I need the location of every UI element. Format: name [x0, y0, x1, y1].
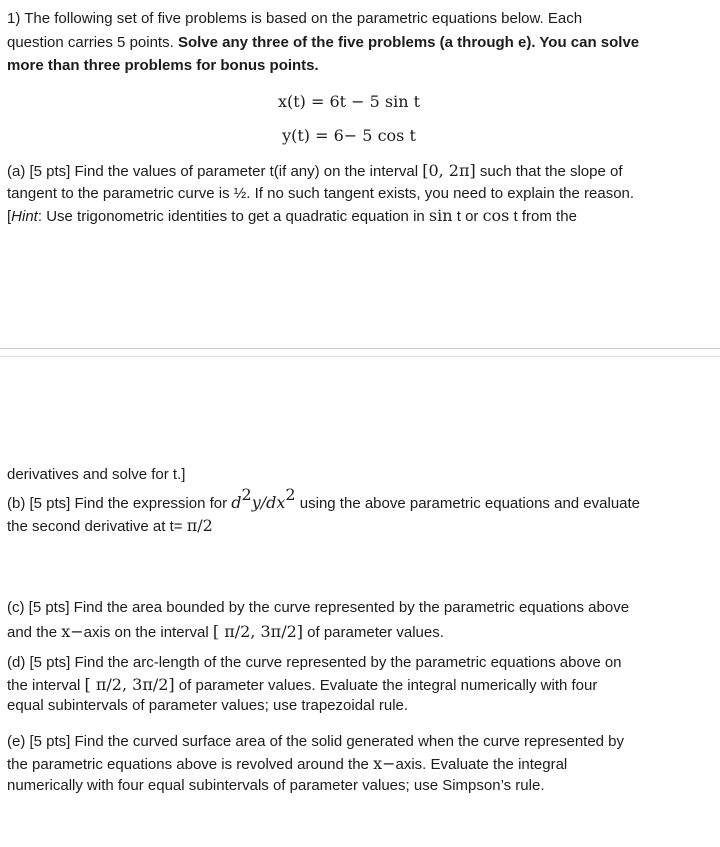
- equation-x: x(t) = 6t − 5 sin t: [277, 92, 421, 111]
- part-c-line-2: and the x−axis on the interval [ π/2, 3π/2] of parameter values.: [7, 622, 444, 641]
- part-a-line-1: (a) [5 pts] Find the values of parameter t(if any) on the interval [0, 2π] such that the slope of: [7, 161, 623, 180]
- part-e-line-1: (e) [5 pts] Find the curved surface area of the solid generated when the curve represented by: [7, 733, 625, 750]
- part-d-line-2: the interval [ π/2, 3π/2] of parameter values. Evaluate the integral numerically with four: [7, 675, 598, 694]
- part-d-line-3: equal subintervals of parameter values; use trapezoidal rule.: [7, 697, 409, 714]
- part-e-line-3: numerically with four equal subintervals of parameter values; use Simpson’s rule.: [7, 777, 545, 794]
- part-c-line-1: (c) [5 pts] Find the area bounded by the curve represented by the parametric equations above: [7, 599, 630, 616]
- intro-line-2: question carries 5 points. Solve any three of the five problems (a through e). You can solve: [7, 34, 640, 51]
- equation-y: y(t) = 6− 5 cos t: [282, 126, 416, 145]
- part-e-line-2: the parametric equations above is revolved around the x−axis. Evaluate the integral: [7, 754, 568, 773]
- page-break-bottom-rule: [0, 356, 720, 357]
- part-b-line-2: the second derivative at t= π/2: [7, 516, 213, 535]
- intro-line-1: 1) The following set of five problems is based on the parametric equations below. Each: [7, 10, 583, 27]
- part-d-line-1: (d) [5 pts] Find the arc-length of the curve represented by the parametric equations above on: [7, 654, 622, 671]
- page-break-top-rule: [0, 348, 720, 349]
- part-a-line-3: [Hint: Use trigonometric identities to get a quadratic equation in sin t or cos t from the: [7, 206, 577, 225]
- part-b-line-1: (b) [5 pts] Find the expression for $d^2y/dx^2$ using the above parametric equations and evaluate: [7, 485, 641, 512]
- part-a-line-2: tangent to the parametric curve is ½. If no such tangent exists, you need to explain the reason.: [7, 185, 635, 202]
- part-a-line-4: derivatives and solve for t.]: [7, 466, 186, 483]
- intro-line-3: more than three problems for bonus points.: [7, 57, 319, 74]
